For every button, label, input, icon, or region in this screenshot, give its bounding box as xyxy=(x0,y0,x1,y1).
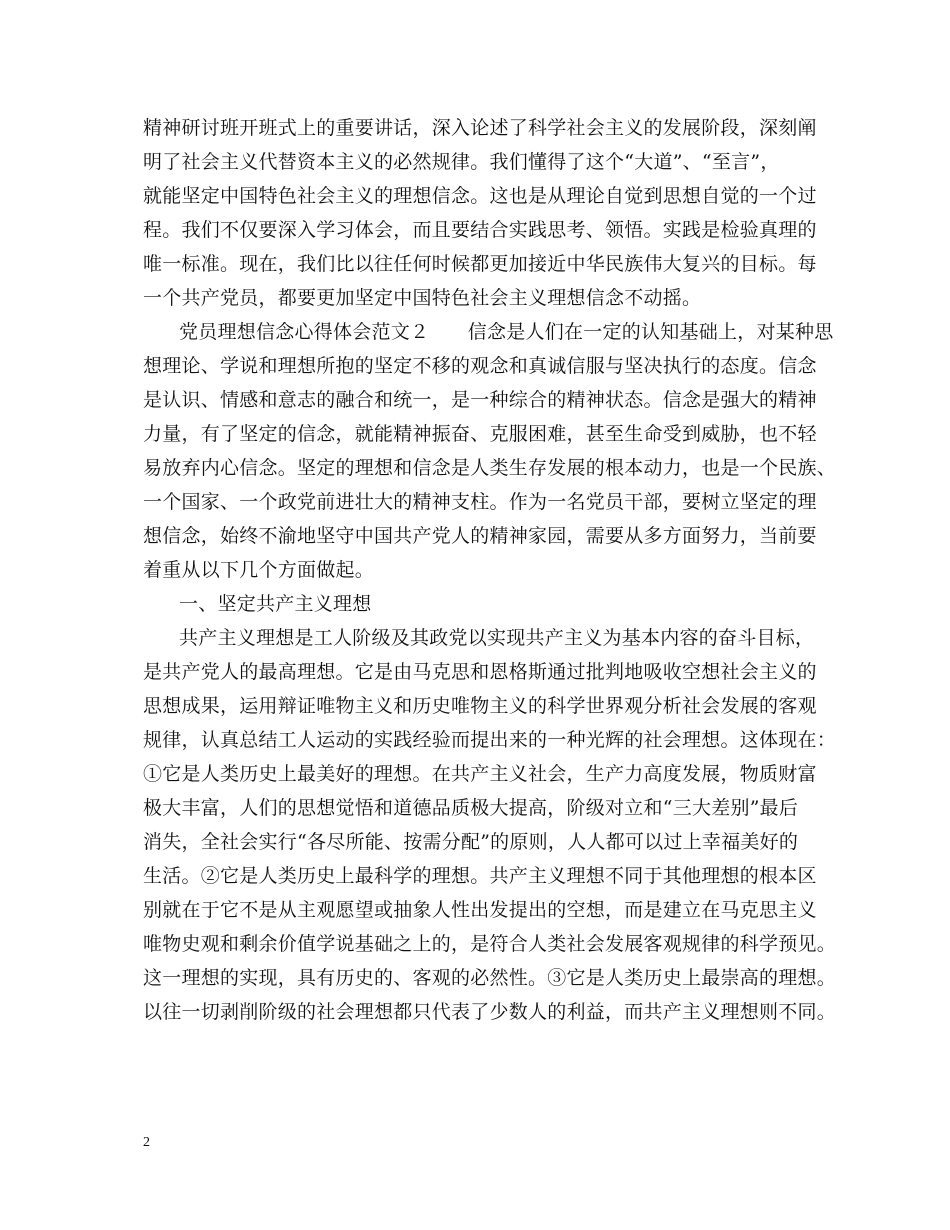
text-line: 是共产党人的最高理想。它是由马克思和恩格斯通过批判地吸收空想社会主义的 xyxy=(143,661,817,683)
text-line: 明了社会主义代替资本主义的必然规律。我们懂得了这个“大道”、“至言”， xyxy=(143,151,780,173)
text-line: 就能坚定中国特色社会主义的理想信念。这也是从理论自觉到思想自觉的一个过 xyxy=(143,185,817,207)
text-line: 想理论、学说和理想所抱的坚定不移的观念和真诚信服与坚决执行的态度。信念 xyxy=(143,355,817,377)
text-line: 别就在于它不是从主观愿望或抽象人性出发提出的空想，而是建立在马克思主义 xyxy=(143,899,817,921)
text-line: 易放弃内心信念。坚定的理想和信念是人类生存发展的根本动力，也是一个民族、 xyxy=(143,457,837,479)
page-number: 2 xyxy=(143,1135,150,1150)
text-line: 共产主义理想是工人阶级及其政党以实现共产主义为基本内容的奋斗目标， xyxy=(179,627,815,649)
subsection-heading: 一、坚定共产主义理想 xyxy=(179,593,372,615)
text-line: 力量，有了坚定的信念，就能精神振奋、克服困难，甚至生命受到威胁，也不轻 xyxy=(143,423,817,445)
text-line: 唯一标准。现在，我们比以往任何时候都更加接近中华民族伟大复兴的目标。每 xyxy=(143,253,817,275)
text-line: 这一理想的实现，具有历史的、客观的必然性。③它是人类历史上最崇高的理想。 xyxy=(143,967,837,989)
text-line: 唯物史观和剩余价值学说基础之上的，是符合人类社会发展客观规律的科学预见。 xyxy=(143,933,837,955)
section-heading-line: 党员理想信念心得体会范文２ 信念是人们在一定的认知基础上，对某种思 xyxy=(179,321,834,343)
text-line: 以往一切剥削阶级的社会理想都只代表了少数人的利益，而共产主义理想则不同。 xyxy=(143,1001,837,1023)
text-line: 是认识、情感和意志的融合和统一，是一种综合的精神状态。信念是强大的精神 xyxy=(143,389,817,411)
text-line: 着重从以下几个方面做起。 xyxy=(143,559,375,581)
text-line: 一个共产党员，都要更加坚定中国特色社会主义理想信念不动摇。 xyxy=(143,287,702,309)
text-line: 思想成果，运用辩证唯物主义和历史唯物主义的科学世界观分析社会发展的客观 xyxy=(143,695,817,717)
text-line: 生活。②它是人类历史上最科学的理想。共产主义理想不同于其他理想的根本区 xyxy=(143,865,817,887)
text-line: 极大丰富，人们的思想觉悟和道德品质极大提高，阶级对立和“三大差别”最后 xyxy=(143,797,799,819)
text-line: 消失，全社会实行“各尽所能、按需分配”的原则，人人都可以过上幸福美好的 xyxy=(143,831,799,853)
text-line: 规律，认真总结工人运动的实践经验而提出来的一种光辉的社会理想。这体现在： xyxy=(143,729,837,751)
text-line: 一个国家、一个政党前进壮大的精神支柱。作为一名党员干部，要树立坚定的理 xyxy=(143,491,817,513)
text-line: ①它是人类历史上最美好的理想。在共产主义社会，生产力高度发展，物质财富 xyxy=(143,763,817,785)
text-line: 想信念，始终不渝地坚守中国共产党人的精神家园，需要从多方面努力，当前要 xyxy=(143,525,817,547)
text-line: 精神研讨班开班式上的重要讲话，深入论述了科学社会主义的发展阶段，深刻阐 xyxy=(143,117,817,139)
text-line: 程。我们不仅要深入学习体会，而且要结合实践思考、领悟。实践是检验真理的 xyxy=(143,219,817,241)
